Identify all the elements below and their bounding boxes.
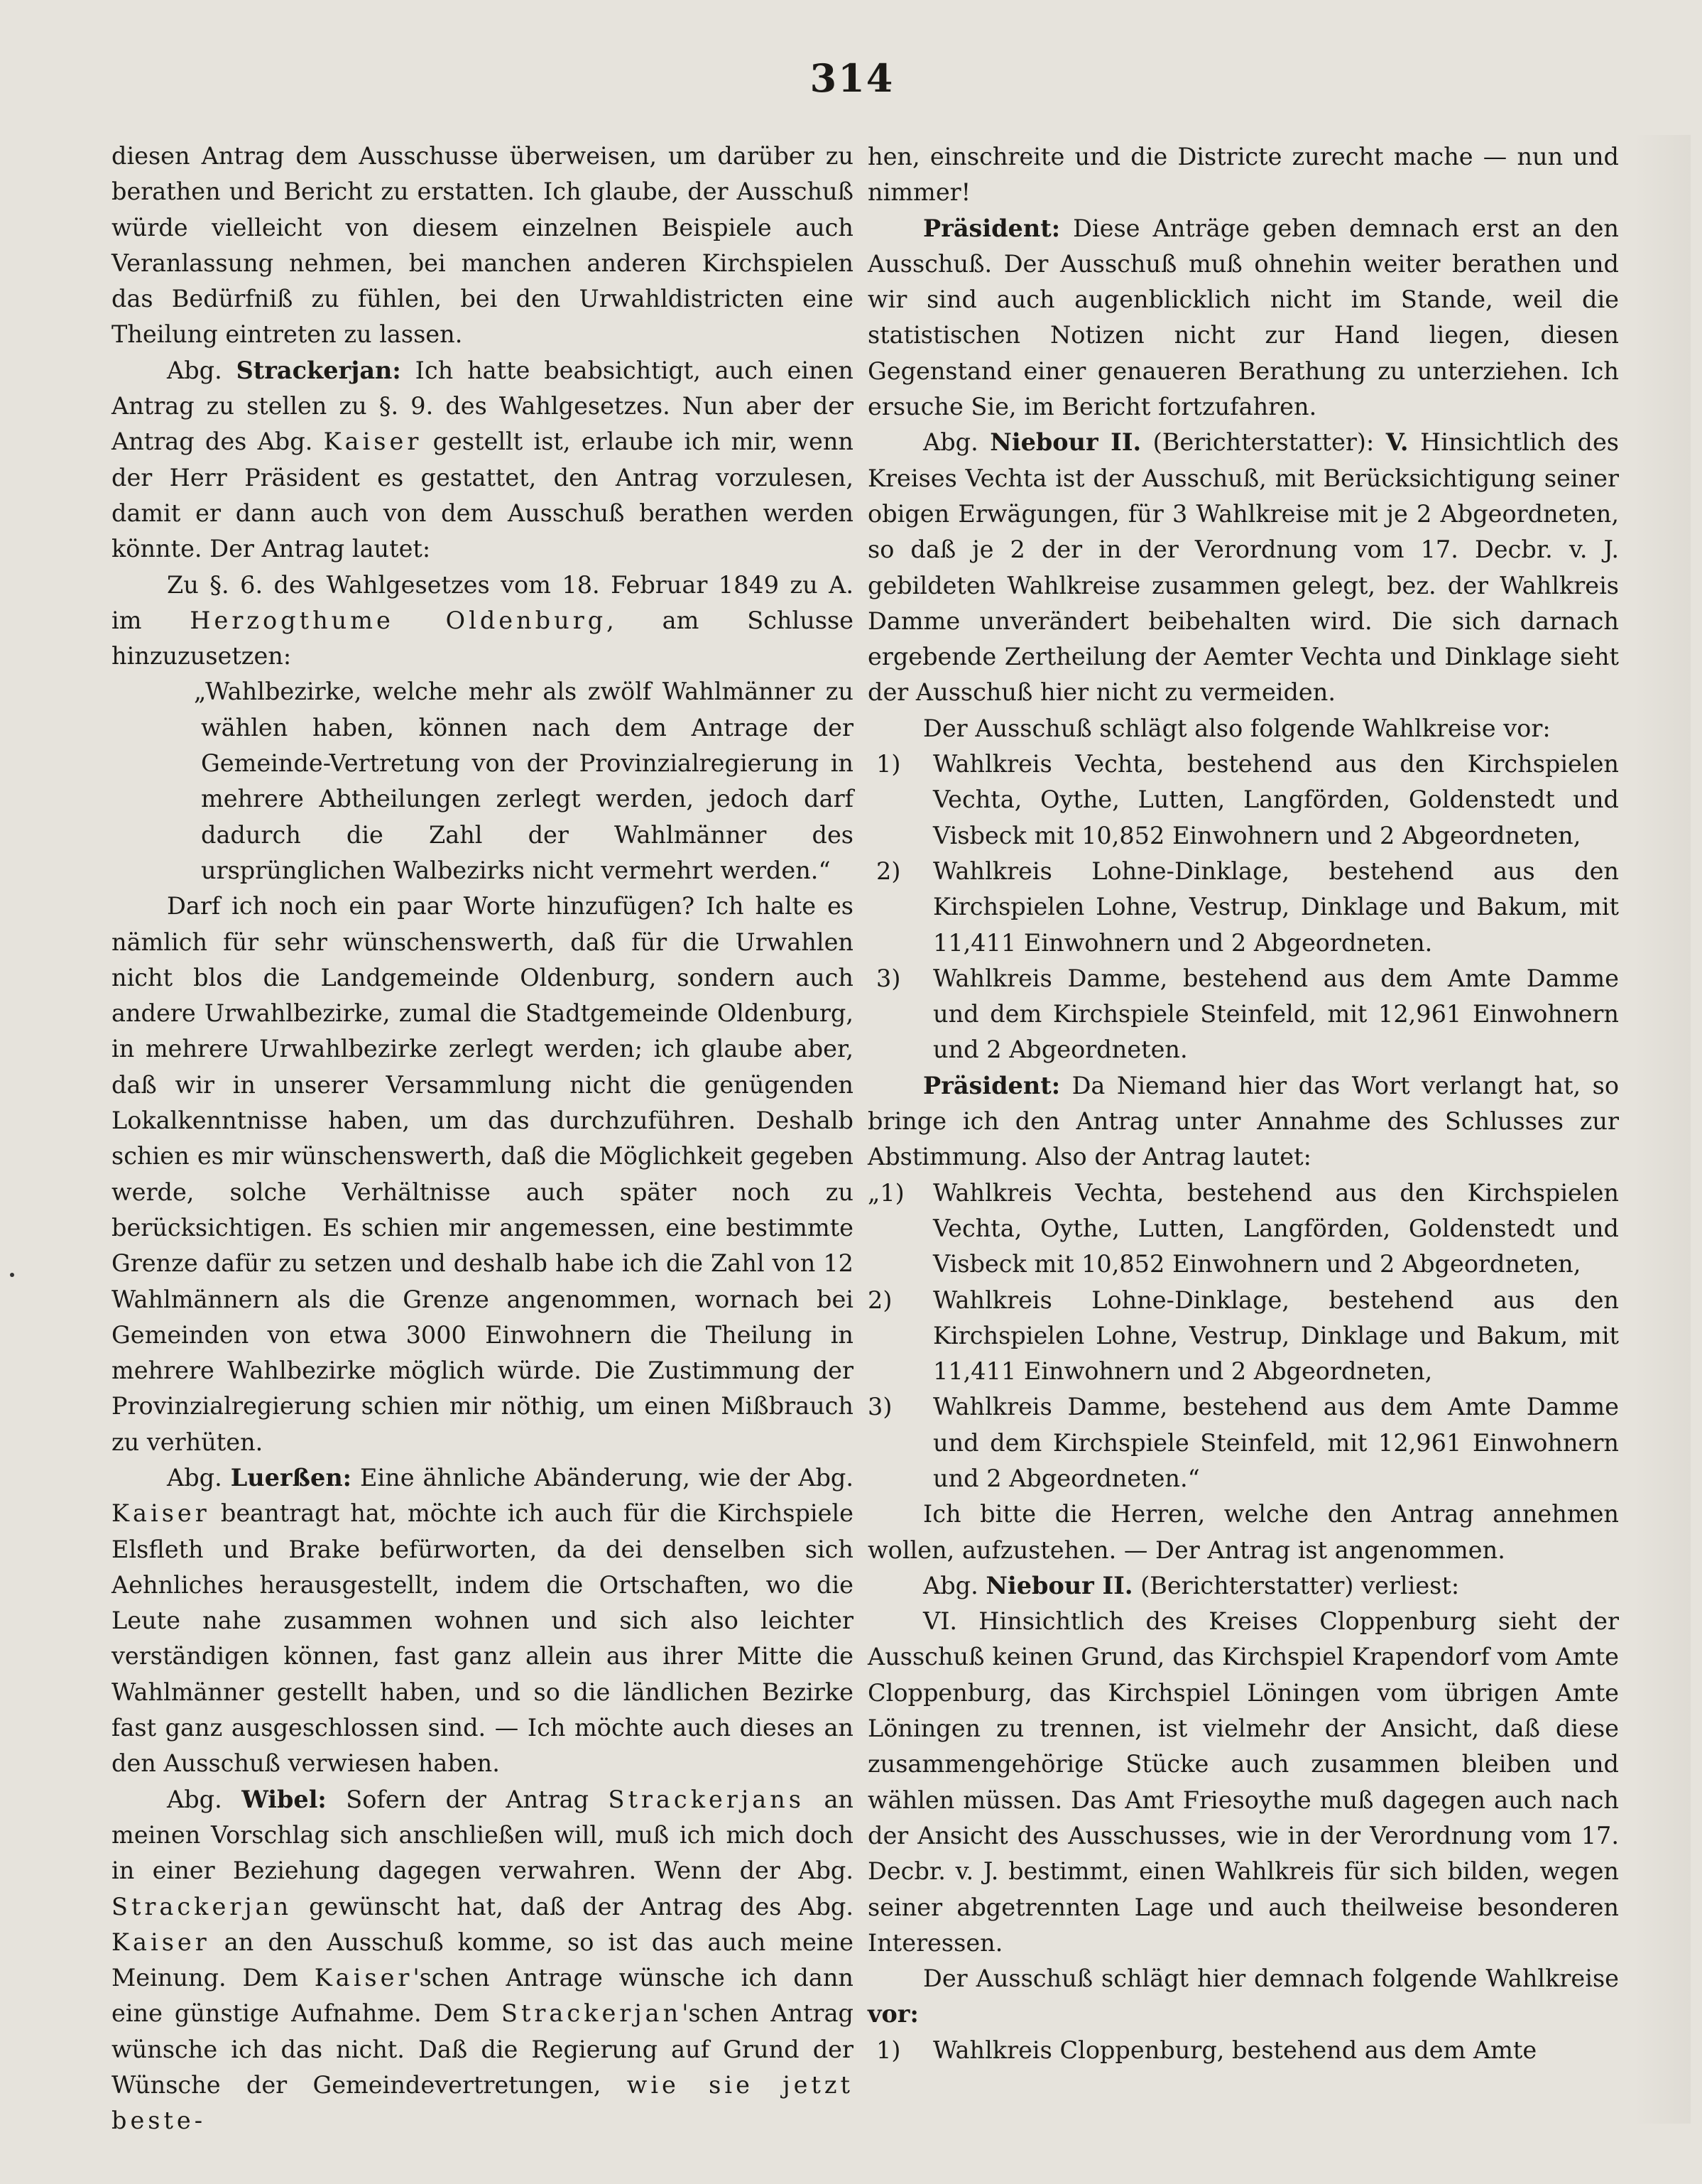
paper-shadow — [1634, 135, 1691, 2124]
list-item — [868, 854, 1619, 961]
list-number: 1) — [876, 2036, 901, 2064]
speech-text: Sofern der Antrag — [346, 1785, 589, 1813]
speech-text: Diese Anträge geben demnach erst an den Ausschuß. Der Ausschuß muß ohnehin weiter berathen und wir sind auch augenblicklich nicht im Stande, weil die statistischen Notizen nicht zur Hand liegen, diesen Gegenstand einer genaueren Berathung zu unterziehen. Ich ersuche Sie, im Bericht fortzufahren. — [868, 214, 1619, 421]
speech-luerssen — [111, 1460, 853, 1782]
list-number: „1) — [868, 1178, 905, 1207]
paragraph: hen, einschreite und die Districte zurecht mache — nun und nimmer! — [868, 143, 1619, 207]
spaced-name: Strackerjan — [501, 1999, 682, 2028]
paragraph: diesen Antrag dem Ausschusse überweisen, um darüber zu berathen und Bericht zu erstatten. Ich glaube, der Ausschuß würde vielleicht von diesem einzelnen Beispiele auch Veranlassung nehmen, bei manchen anderen Kirchspielen das Bedürfniß zu fühlen, bei den Urwahldistricten eine Theilung eintreten zu lassen. — [111, 142, 853, 349]
list-number: 1) — [876, 750, 901, 778]
paragraph: Darf ich noch ein paar Worte hinzufügen? Ich halte es nämlich für sehr wünschenswerth, daß für die Urwahlen nicht blos die Landgemeinde Oldenburg, sondern auch andere Urwahlbezirke, zumal die Stadtgemeinde Oldenburg, in mehrere Urwahlbezirke zerlegt werden; ich glaube aber, daß wir in unserer Versammlung nicht die genügenden Lokalkenntnisse haben, um das durchzuführen. Deshalb schien es mir wünschenswerth, daß die Möglichkeit gegeben werde, solche Verhältnisse auch später noch zu berücksichtigen. Es schien mir angemessen, eine bestimmte Grenze dafür zu setzen und deshalb habe ich die Zahl von 12 Wahlmännern als die Grenze angenommen, wornach bei Gemeinden von etwa 3000 Einwohnern die Theilung in mehrere Wahlbezirke möglich würde. Die Zustimmung der Provinzialregierung schien mir nöthig, um einen Mißbrauch zu verhüten. — [111, 892, 853, 1456]
paragraph — [868, 1961, 1619, 2033]
speech-text: Da Niemand hier das Wort verlangt hat, so bringe ich den Antrag unter Annahme des Schlusses zur Abstimmung. Also der Antrag lautet: — [868, 1071, 1619, 1171]
speaker-name: Niebour II. — [986, 1571, 1133, 1599]
speech-wibel — [111, 1782, 853, 2139]
spaced-name: Herzogthume Oldenburg — [190, 606, 607, 634]
spaced-name: Kaiser — [111, 1928, 210, 1956]
spaced-name: Kaiser — [323, 428, 422, 456]
speaker-name: Präsident: — [923, 214, 1061, 242]
list-number: 3) — [868, 1393, 893, 1421]
spaced-text: wie sie jetzt beste- — [111, 2071, 853, 2135]
abg-label: Abg. — [167, 1785, 222, 1813]
left-column — [111, 138, 853, 2139]
speech-praesident — [868, 211, 1619, 425]
list-item — [868, 746, 1619, 854]
speaker-name: Präsident: — [923, 1071, 1061, 1099]
speech-text: Hinsichtlich des Kreises Vechta ist der Ausschuß, mit Berücksichtigung seiner obigen Erwägungen, für 3 Wahlkreise mit je 2 Abgeordneten, so daß je 2 der in der Verordnung vom 17. Decbr. v. J. gebildeten Wahlkreise zusammen gelegt, bez. der Wahlkreis Damme unverändert beibehalten wird. Die sich darnach ergebende Zertheilung der Aemter Vechta und Dinklage sieht der Ausschuß hier nicht zu vermeiden. — [868, 428, 1619, 707]
abg-label: Abg. — [167, 356, 222, 384]
paragraph: Der Ausschuß schlägt also folgende Wahlkreise vor: — [923, 714, 1551, 742]
list-text: Wahlkreis Damme, bestehend aus dem Amte Damme und dem Kirchspiele Steinfeld, mit 12,961 Einwohnern und 2 Abgeordneten. — [933, 964, 1619, 1064]
speech-strackerjan — [111, 353, 853, 567]
speaker-name: Niebour II. — [990, 428, 1142, 457]
speech-text: (Berichterstatter) verliest: — [1140, 1571, 1460, 1599]
list-number: 2) — [876, 857, 901, 885]
spaced-name: Kaiser — [314, 1964, 413, 1992]
ink-speck — [10, 1273, 14, 1277]
speech-praesident — [868, 1068, 1619, 1175]
abg-label: Abg. — [923, 1571, 978, 1599]
speech-text: 'schen Antrag wünsche ich das nicht. Daß die Regierung auf Grund der Wünsche der Gemeindevertretungen, — [111, 1999, 853, 2099]
abg-label: Abg. — [167, 1463, 222, 1492]
speech-text: beantragt hat, möchte ich auch für die Kirchspiele Elsfleth und Brake befürworten, da dei denselben sich Aehnliches herausgestellt, indem die Ortschaften, wo die Leute nahe zusammen wohnen und sich also leichter verständigen können, fast ganz allein aus ihrer Mitte die Wahlmänner gestellt haben, und so die ländlichen Bezirke fast ganz ausgeschlossen sind. — Ich möchte auch dieses an den Ausschuß verwiesen haben. — [111, 1499, 853, 1778]
motion-intro — [111, 567, 853, 675]
page-number: 314 — [809, 55, 895, 101]
list-text: Wahlkreis Lohne-Dinklage, bestehend aus den Kirchspielen Lohne, Vestrup, Dinklage und Bakum, mit 11,411 Einwohnern und 2 Abgeordneten, — [933, 1286, 1619, 1386]
spaced-name: Strackerjans — [608, 1785, 804, 1813]
speaker-role: (Berichterstatter): — [1152, 428, 1375, 457]
paragraph-text-bold: vor: — [868, 2000, 919, 2028]
list-item — [868, 1283, 1619, 1390]
right-column — [868, 139, 1619, 2068]
paragraph: VI. Hinsichtlich des Kreises Cloppenburg sieht der Ausschuß keinen Grund, das Kirchspiel Krapendorf vom Amte Cloppenburg, das Kirchspiel Löningen vom übrigen Amte Löningen zu trennen, ist vielmehr der Ansicht, daß diese zusammengehörige Stücke auch zusammen bleiben und wählen müssen. Das Amt Friesoythe muß dagegen auch nach der Ansicht des Ausschusses, wie in der Verordnung vom 17. Decbr. v. J. bestimmt, einen Wahlkreis für sich bilden, wegen seiner abgetrennten Lage und auch theilweise besonderen Interessen. — [868, 1607, 1619, 1957]
speech-text: an den Ausschuß komme, so ist das auch meine Meinung. Dem — [111, 1928, 853, 1992]
paragraph-text: Der Ausschuß schlägt hier demnach folgende Wahlkreise — [923, 1965, 1619, 1993]
list-text: Wahlkreis Vechta, bestehend aus den Kirchspielen Vechta, Oythe, Lutten, Langförden, Goldenstedt und Visbeck mit 10,852 Einwohnern und 2 Abgeordneten, — [933, 750, 1619, 849]
speaker-name: Strackerjan: — [236, 356, 401, 384]
speaker-name: Wibel: — [241, 1785, 327, 1813]
list-number: 3) — [876, 964, 901, 992]
spaced-name: Kaiser — [111, 1499, 210, 1528]
list-item — [868, 2033, 1619, 2068]
list-item — [868, 961, 1619, 1068]
speech-text: 'schen Antrage wünsche ich dann eine günstige Aufnahme. Dem — [111, 1964, 854, 2028]
list-text: Wahlkreis Lohne-Dinklage, bestehend aus den Kirchspielen Lohne, Vestrup, Dinklage und Bakum, mit 11,411 Einwohnern und 2 Abgeordneten. — [933, 857, 1619, 957]
district-list — [868, 746, 1619, 1068]
list-item — [868, 1175, 1619, 1283]
motion-quote: „Wahlbezirke, welche mehr als zwölf Wahlmänner zu wählen haben, können nach dem Antrage der Gemeinde-Vertretung von der Provinzialregierung in mehrere Abtheilungen zerlegt werden, jedoch darf dadurch die Zahl der Wahlmänner des ursprünglichen Walbezirks nicht vermehrt werden.“ — [194, 678, 853, 884]
motion-list — [868, 1175, 1619, 1497]
spaced-name: Strackerjan — [111, 1892, 293, 1920]
list-text: Wahlkreis Damme, bestehend aus dem Amte Damme und dem Kirchspiele Steinfeld, mit 12,961 Einwohnern und 2 Abgeordneten.“ — [933, 1393, 1619, 1492]
speech-text: Eine ähnliche Abänderung, wie der Abg. — [360, 1463, 853, 1492]
list-text: Wahlkreis Vechta, bestehend aus den Kirchspielen Vechta, Oythe, Lutten, Langförden, Goldenstedt und Visbeck mit 10,852 Einwohnern und 2 Abgeordneten, — [933, 1178, 1619, 1278]
motion-text: Zu §. 6. des Wahlgesetzes vom 18. Februar 1849 zu A. im — [111, 570, 853, 634]
list-text: Wahlkreis Cloppenburg, bestehend aus dem Amte — [933, 2036, 1537, 2064]
list-number: 2) — [868, 1286, 893, 1314]
speech-text: gewünscht hat, daß der Antrag des Abg. — [309, 1892, 853, 1920]
abg-label: Abg. — [923, 428, 978, 457]
motion-text: , am Schlusse hinzuzusetzen: — [111, 606, 853, 670]
speech-niebour — [868, 1568, 1619, 1604]
paragraph: Ich bitte die Herren, welche den Antrag annehmen wollen, aufzustehen. — Der Antrag ist angenommen. — [868, 1500, 1619, 1564]
section-numeral: V. — [1385, 428, 1409, 457]
list-item — [868, 1389, 1619, 1496]
speech-text: an meinen Vorschlag sich anschließen will, muß ich mich doch in einer Beziehung dagegen verwahren. Wenn der Abg. — [111, 1785, 853, 1885]
speaker-name: Luerßen: — [230, 1463, 352, 1492]
speech-niebour — [868, 425, 1619, 710]
speech-text: gestellt ist, erlaube ich mir, wenn der Herr Präsident es gestattet, den Antrag vorzulesen, damit er dann auch von dem Ausschuß berathen werden könnte. Der Antrag lautet: — [111, 428, 853, 563]
speech-text: Ich hatte beabsichtigt, auch einen Antrag zu stellen zu §. 9. des Wahlgesetzes. Nun aber der Antrag des Abg. — [111, 356, 854, 456]
